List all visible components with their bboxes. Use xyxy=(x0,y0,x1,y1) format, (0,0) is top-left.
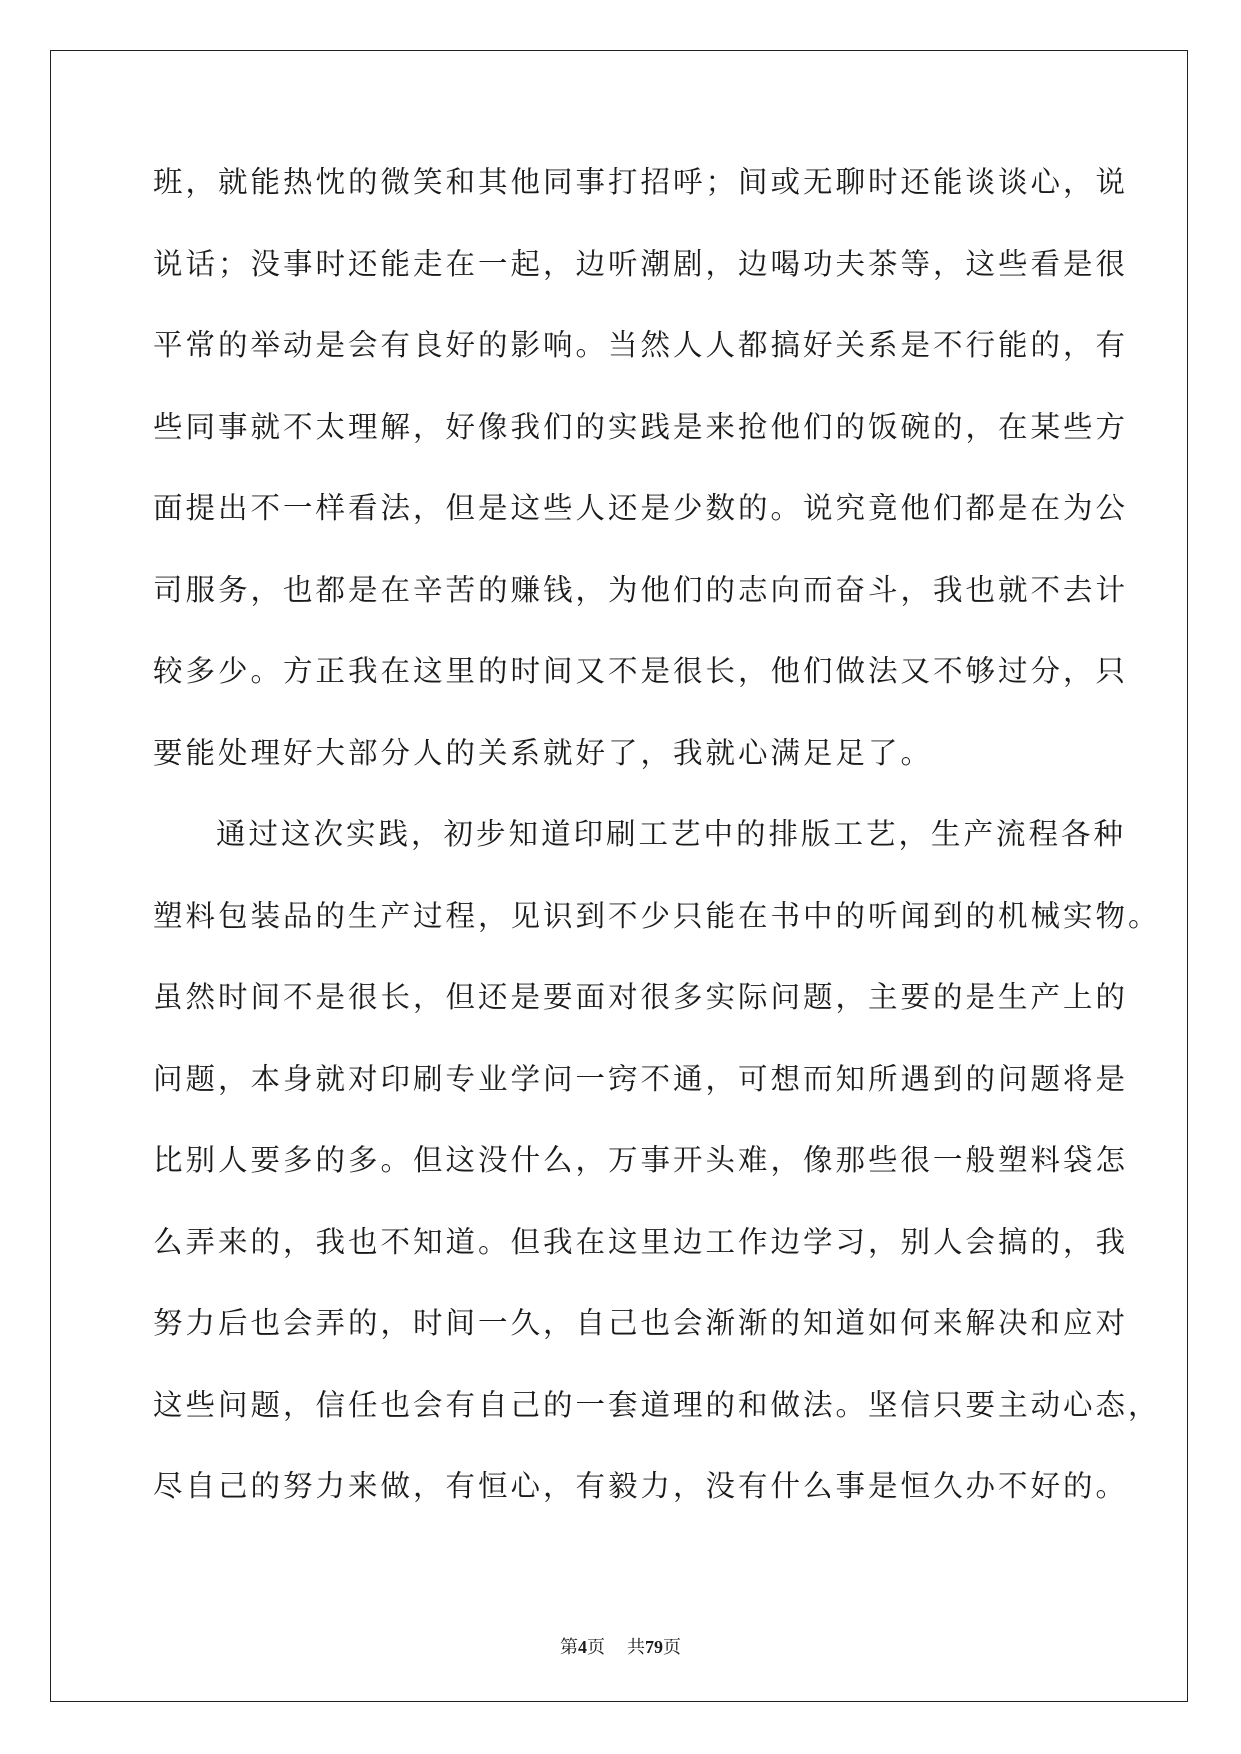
text-line: 比别人要多的多。但这没什么，万事开头难，像那些很一般塑料袋怎 xyxy=(153,1143,1129,1177)
text-line: 通过这次实践，初步知道印刷工艺中的排版工艺，生产流程各种 xyxy=(216,817,1127,851)
total-prefix: 共 xyxy=(627,1637,645,1658)
page-number: 4 xyxy=(578,1637,587,1657)
text-line: 虽然时间不是很长，但还是要面对很多实际问题，主要的是生产上的 xyxy=(153,980,1129,1014)
text-line: 班，就能热忱的微笑和其他同事打招呼；间或无聊时还能谈谈心，说 xyxy=(153,165,1129,199)
text-line: 问题，本身就对印刷专业学问一窍不通，可想而知所遇到的问题将是 xyxy=(153,1061,1129,1096)
text-line: 要能处理好大部分人的关系就好了，我就心满足足了。 xyxy=(153,735,934,770)
document-body xyxy=(153,162,1161,1548)
text-line: 司服务，也都是在辛苦的赚钱，为他们的志向而奋斗，我也就不去计 xyxy=(153,572,1129,607)
text-line: 较多少。方正我在这里的时间又不是很长，他们做法又不够过分，只 xyxy=(153,654,1129,688)
text-line: 么弄来的，我也不知道。但我在这里边工作边学习，别人会搞的，我 xyxy=(153,1224,1129,1259)
text-line: 平常的举动是会有良好的影响。当然人人都搞好关系是不行能的，有 xyxy=(153,328,1129,362)
text-line: 尽自己的努力来做，有恒心，有毅力，没有什么事是恒久办不好的。 xyxy=(153,1469,1129,1503)
total-suffix: 页 xyxy=(663,1637,681,1658)
text-line: 塑料包装品的生产过程，见识到不少只能在书中的听闻到的机械实物。 xyxy=(153,898,1161,933)
page-suffix: 页 xyxy=(587,1637,605,1658)
text-line: 努力后也会弄的，时间一久，自己也会渐渐的知道如何来解决和应对 xyxy=(153,1306,1129,1340)
page-prefix: 第 xyxy=(560,1637,578,1658)
total-pages: 79 xyxy=(645,1637,663,1657)
page-footer xyxy=(0,1633,1241,1659)
text-line: 面提出不一样看法，但是这些人还是少数的。说究竟他们都是在为公 xyxy=(153,491,1129,525)
text-line: 些同事就不太理解，好像我们的实践是来抢他们的饭碗的，在某些方 xyxy=(153,409,1129,444)
text-line: 这些问题，信任也会有自己的一套道理的和做法。坚信只要主动心态， xyxy=(153,1387,1161,1422)
text-line: 说话；没事时还能走在一起，边听潮剧，边喝功夫茶等，这些看是很 xyxy=(153,246,1129,281)
